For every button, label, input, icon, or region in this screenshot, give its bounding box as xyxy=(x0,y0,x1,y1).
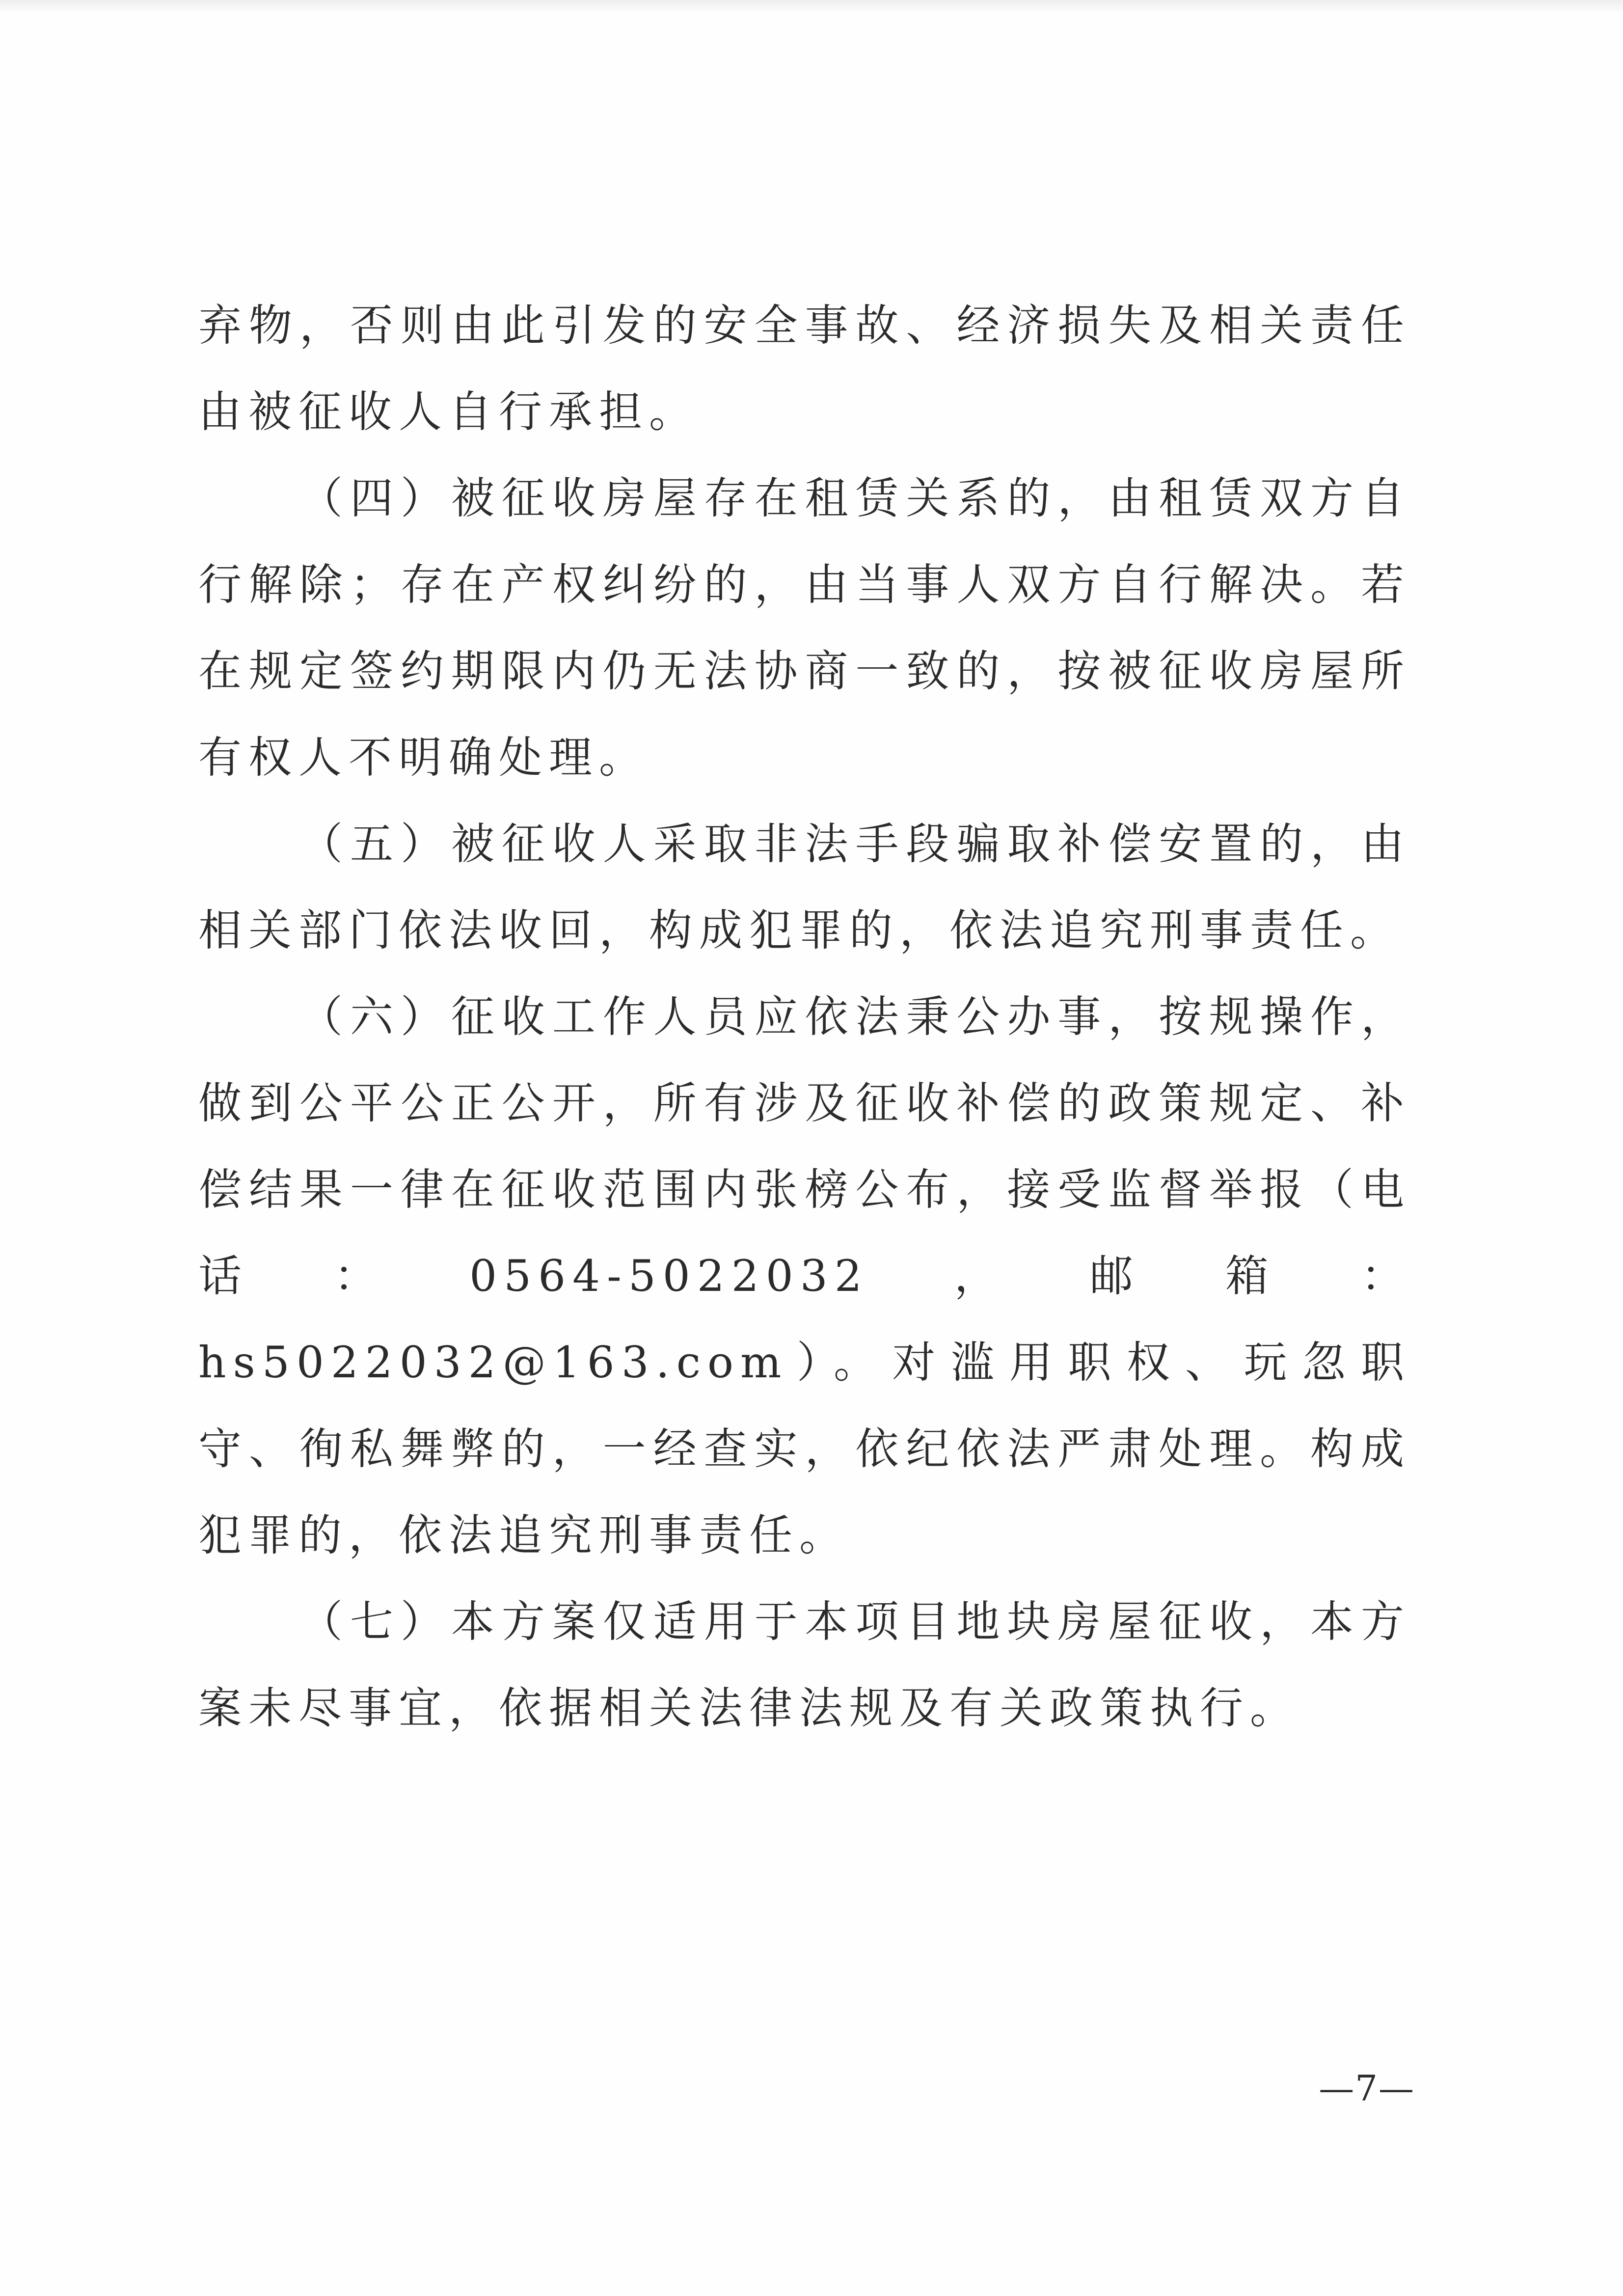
page-number: —7— xyxy=(1319,2068,1415,2109)
paragraph-continuation: 弃物，否则由此引发的安全事故、经济损失及相关责任由被征收人自行承担。 xyxy=(198,300,1411,437)
paragraph-item-6: （六）征收工作人员应依法秉公办事，按规操作，做到公平公正公开，所有涉及征收补偿的政策规定、补偿结果一律在征收范围内张榜公布，接受监督举报（电话：0564-5022032，邮箱：hs5022032@163.com）。对滥用职权、玩忽职守、徇私舞弊的，一经查实，依纪依法严肃处理。构成犯罪的，依法追究刑事责任。 xyxy=(198,991,1411,1560)
paragraph-item-4: （四）被征收房屋存在租赁关系的，由租赁双方自行解除；存在产权纠纷的，由当事人双方自行解决。若在规定签约期限内仍无法协商一致的，按被征收房屋所有权人不明确处理。 xyxy=(198,473,1411,783)
document-body xyxy=(198,282,1411,1751)
paragraph-item-7: （七）本方案仅适用于本项目地块房屋征收，本方案未尽事宜，依据相关法律法规及有关政策执行。 xyxy=(198,1596,1411,1733)
paragraph-item-5: （五）被征收人采取非法手段骗取补偿安置的，由相关部门依法收回，构成犯罪的，依法追究刑事责任。 xyxy=(198,819,1411,956)
scan-top-edge xyxy=(0,0,1623,14)
